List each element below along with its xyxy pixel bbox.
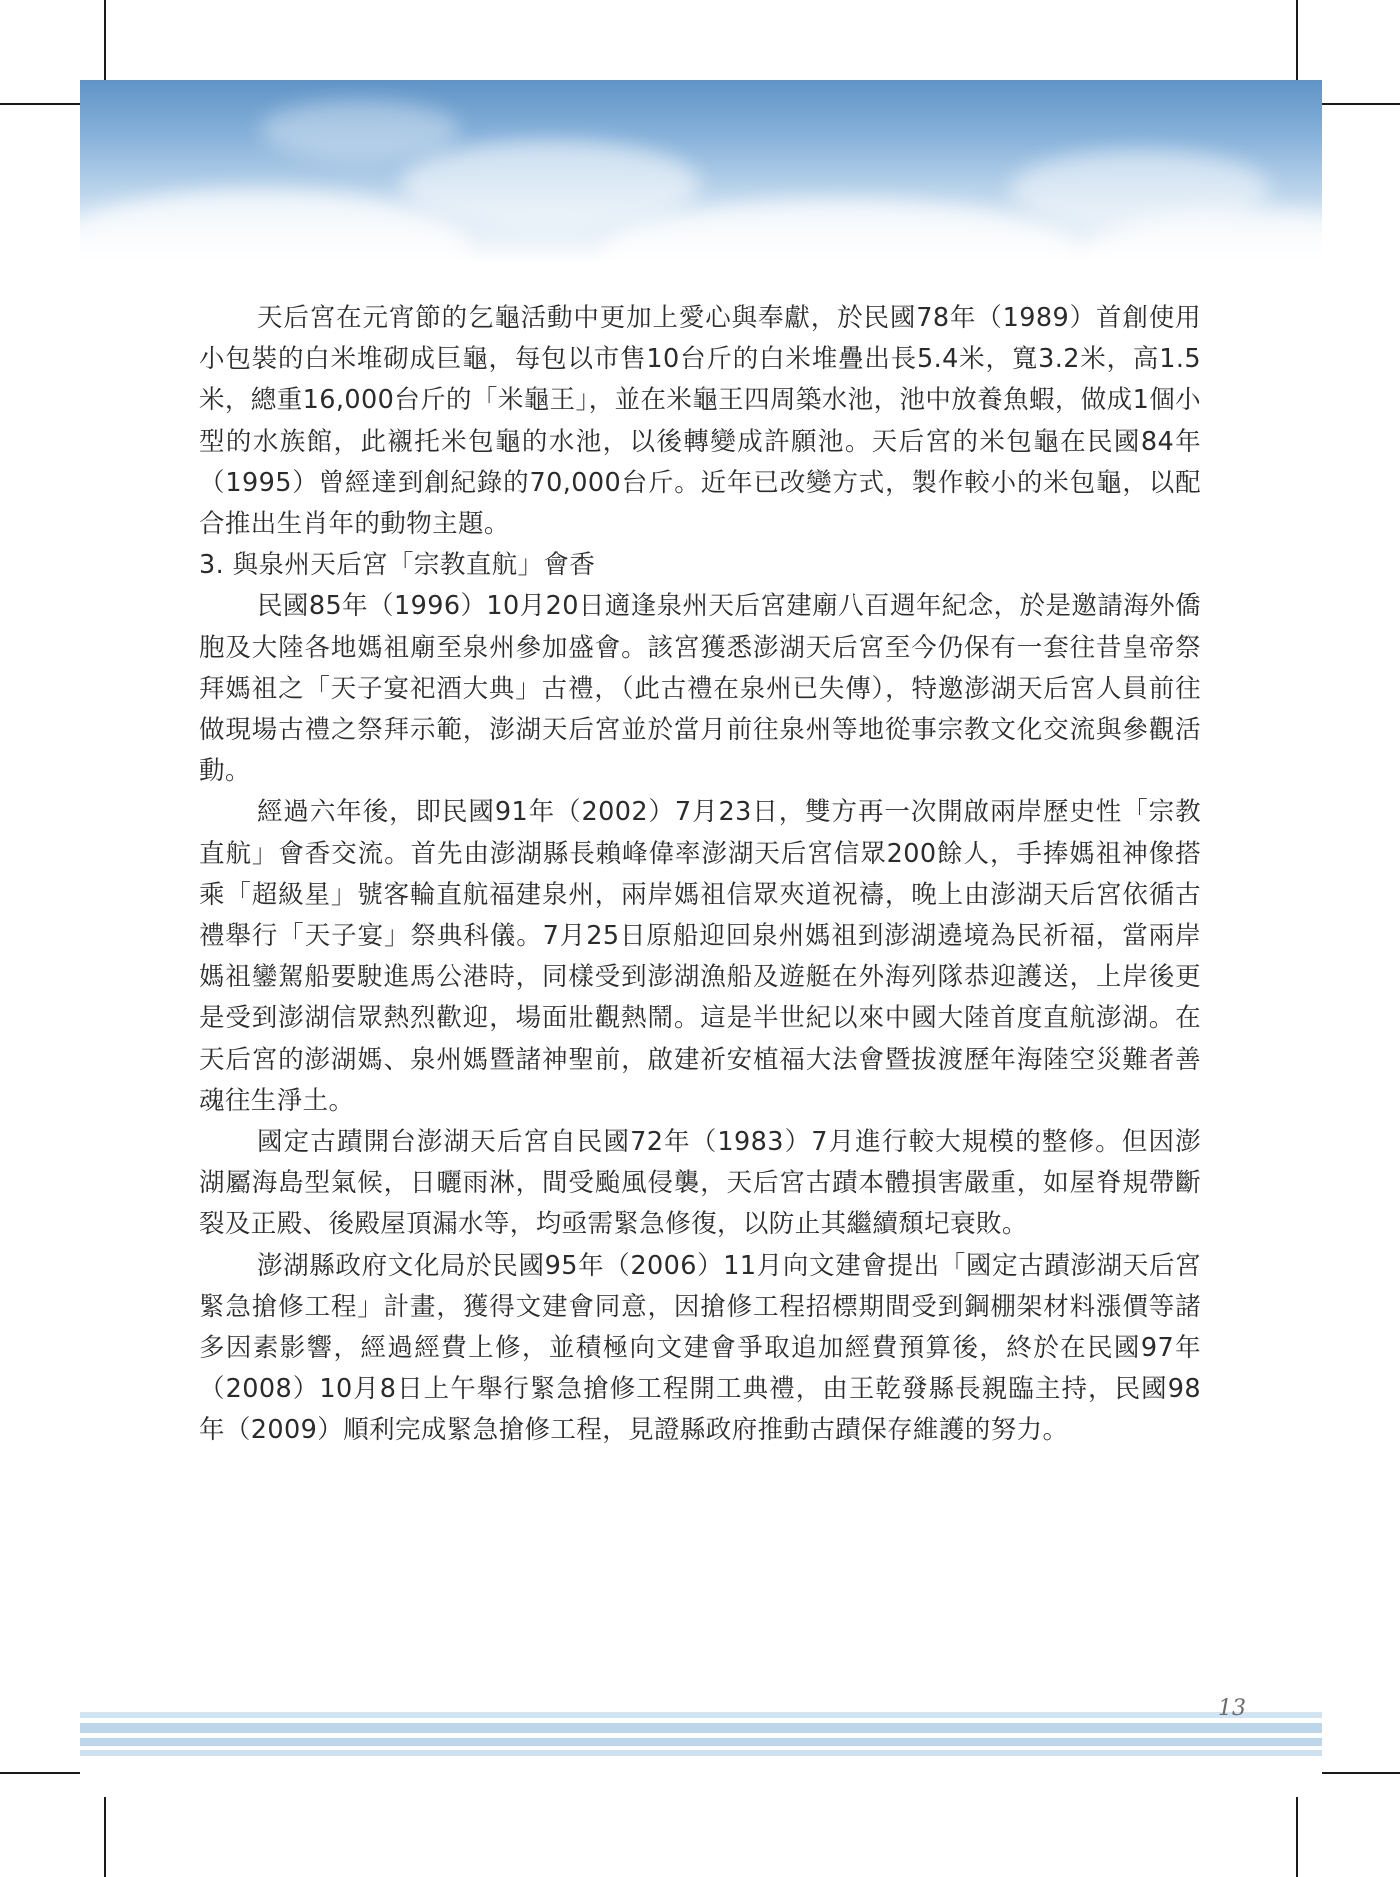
crop-mark-bottom-right-horizontal	[1322, 1772, 1400, 1774]
crop-mark-top-left-horizontal	[0, 103, 80, 105]
crop-mark-top-left-vertical	[104, 0, 106, 80]
cloud-shape	[400, 140, 700, 230]
crop-mark-top-right-horizontal	[1322, 103, 1400, 105]
paragraph-emergency-repair: 澎湖縣政府文化局於民國95年（2006）11月向文建會提出「國定古蹟澎湖天后宮緊急搶修工程」計畫，獲得文建會同意，因搶修工程招標期間受到鋼棚架材料漲價等諸多因素影響，經過經費上修，並積極向文建會爭取追加經費預算後，終於在民國97年（2008）10月8日上午舉行緊急搶修工程開工典禮，由王乾發縣長親臨主持，民國98年（2009）順利完成緊急搶修工程，見證縣政府推動古蹟保存維護的努力。	[199, 1250, 1201, 1446]
crop-mark-bottom-left-vertical	[104, 1797, 106, 1877]
crop-mark-top-right-vertical	[1296, 0, 1298, 80]
footer-band-lower	[80, 1738, 1322, 1746]
footer-band-middle	[80, 1723, 1322, 1733]
cloud-shape	[260, 100, 460, 160]
article-body	[199, 298, 1201, 1452]
paragraph-rice-turtle: 天后宮在元宵節的乞龜活動中更加上愛心與奉獻，於民國78年（1989）首創使用小包裝的白米堆砌成巨龜，每包以市售10台斤的白米堆疊出長5.4米，寬3.2米，高1.5米，總重16,000台斤的「米龜王」，並在米龜王四周築水池，池中放養魚蝦，做成1個小型的水族館，此襯托米包龜的水池，以後轉變成許願池。天后宮的米包龜在民國84年（1995）曾經達到創紀錄的70,000台斤。近年已改變方式，製作較小的米包龜，以配合推出生肖年的動物主題。	[199, 303, 1202, 540]
paragraph-direct-voyage: 經過六年後，即民國91年（2002）7月23日，雙方再一次開啟兩岸歷史性「宗教直航」會香交流。首先由澎湖縣長賴峰偉率澎湖天后宮信眾200餘人，手捧媽祖神像搭乘「超級星」號客輪直航福建泉州，兩岸媽祖信眾夾道祝禱，晚上由澎湖天后宮依循古禮舉行「天子宴」祭典科儀。7月25日原船迎回泉州媽祖到澎湖遶境為民祈福，當兩岸媽祖鑾駕船要駛進馬公港時，同樣受到澎湖漁船及遊艇在外海列隊恭迎護送，上岸後更是受到澎湖信眾熱烈歡迎，場面壯觀熱鬧。這是半世紀以來中國大陸首度直航澎湖。在天后宮的澎湖媽、泉州媽暨諸神聖前，啟建祈安植福大法會暨拔渡歷年海陸空災難者善魂往生淨土。	[199, 797, 1201, 1116]
page-number: 13	[1218, 1696, 1246, 1721]
crop-mark-bottom-left-horizontal	[0, 1772, 80, 1774]
sky-header-banner	[80, 80, 1322, 263]
footer-band-top	[80, 1712, 1322, 1718]
paragraph-restoration-1983: 國定古蹟開台澎湖天后宮自民國72年（1983）7月進行較大規模的整修。但因澎湖屬海島型氣候，日曬雨淋，間受颱風侵襲，天后宮古蹟本體損害嚴重，如屋脊規帶斷裂及正殿、後殿屋頂漏水等，均亟需緊急修復，以防止其繼續頹圮衰敗。	[199, 1127, 1201, 1240]
footer-band-bottom	[80, 1750, 1322, 1756]
paragraph-quanzhou-invitation: 民國85年（1996）10月20日適逢泉州天后宮建廟八百週年紀念，於是邀請海外僑胞及大陸各地媽祖廟至泉州參加盛會。該宮獲悉澎湖天后宮至今仍保有一套往昔皇帝祭拜媽祖之「天子宴祀酒大典」古禮，（此古禮在泉州已失傳），特邀澎湖天后宮人員前往做現場古禮之祭拜示範，澎湖天后宮並於當月前往泉州等地從事宗教文化交流與參觀活動。	[199, 591, 1201, 787]
section-heading: 3. 與泉州天后宮「宗教直航」會香	[199, 550, 596, 581]
crop-mark-bottom-right-vertical	[1296, 1797, 1298, 1877]
